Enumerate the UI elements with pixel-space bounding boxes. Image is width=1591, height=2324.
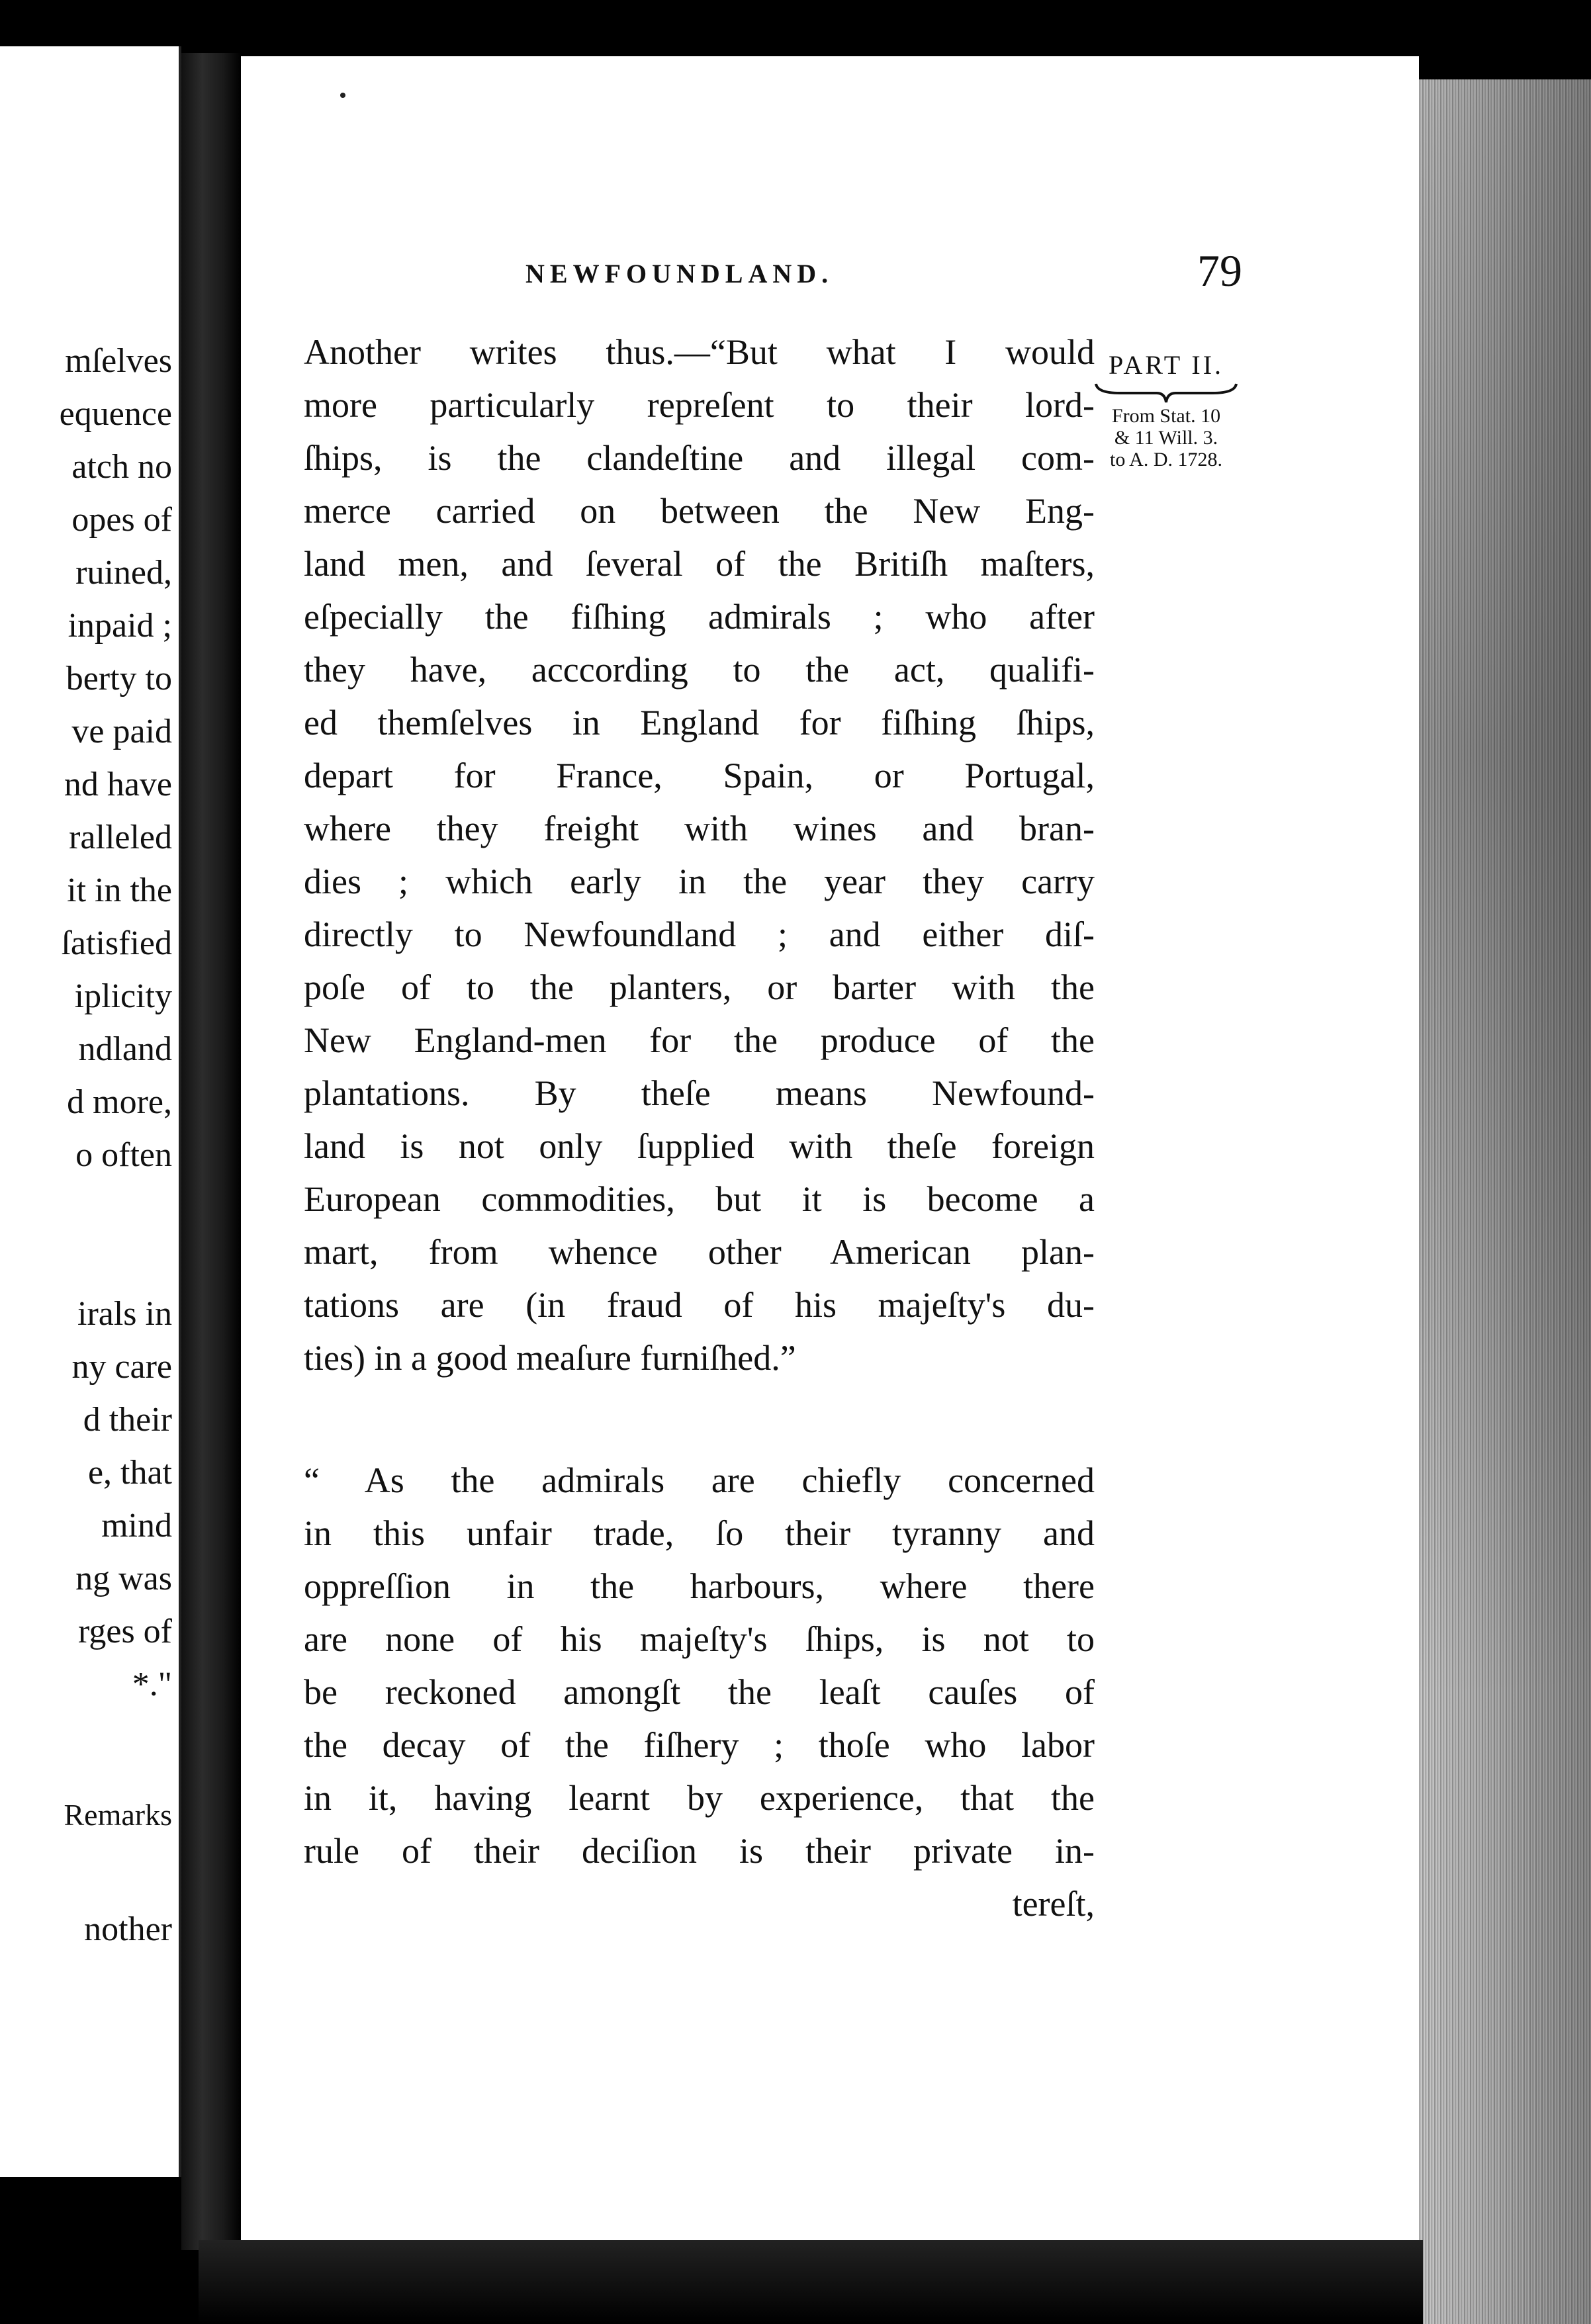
left-fragment-line: rges of (77, 1613, 172, 1650)
left-fragment-line: Remarks (64, 1798, 172, 1832)
left-fragment-line: ve paid (71, 713, 172, 750)
book-gutter (181, 53, 241, 2250)
left-fragment-line: ſatisfied (61, 924, 172, 962)
left-fragment-line: ng was (75, 1560, 172, 1597)
text-line: “ As the admirals are chiefly concerned (304, 1460, 1095, 1500)
left-fragment-line: e, that (87, 1454, 172, 1492)
text-line: ties) in a good meaſure furniſhed.” (304, 1338, 796, 1378)
left-fragment-line: ralleled (69, 819, 172, 856)
text-line: land men, and ſeveral of the Britiſh maſters, (304, 544, 1095, 584)
left-fragment-line: *." (132, 1666, 172, 1703)
bottom-shadow (199, 2240, 1423, 2324)
left-fragment-line: equence (59, 395, 172, 433)
text-line: tations are (in fraud of his majeſty's du- (304, 1285, 1095, 1325)
left-fragment-line: nd have (64, 766, 172, 803)
print-speck (340, 93, 345, 98)
page-edge-texture (1410, 79, 1591, 2324)
left-fragment-line: irals in (77, 1295, 172, 1333)
text-line: Another writes thus.—“But what I would (304, 332, 1095, 372)
text-line: ed themſelves in England for fiſhing ſhips, (304, 703, 1095, 742)
text-line: New England-men for the produce of the (304, 1020, 1095, 1060)
page-number: 79 (1197, 246, 1242, 296)
margin-note-line: From Stat. 10 (1111, 405, 1221, 427)
left-fragment-line: ndland (78, 1030, 172, 1068)
text-line: oppreſſion in the harbours, where there (304, 1566, 1095, 1606)
text-line: where they freight with wines and bran- (304, 809, 1095, 848)
text-line: they have, acccording to the act, qualifi- (304, 650, 1095, 690)
text-line: plantations. By theſe means Newfound- (304, 1073, 1095, 1113)
text-line: rule of their deciſion is their private in- (304, 1831, 1095, 1871)
text-line: dies ; which early in the year they carry (304, 862, 1095, 901)
left-fragment-line: nother (84, 1910, 172, 1948)
margin-note-line: & 11 Will. 3. (1114, 427, 1218, 449)
margin-note-part: PART II. (1108, 350, 1224, 380)
left-fragment-line: berty to (66, 660, 172, 697)
text-line: eſpecially the fiſhing admirals ; who after (304, 597, 1095, 637)
left-fragment-line: iplicity (74, 977, 172, 1015)
left-fragment-line: it in the (67, 871, 172, 909)
previous-page-fragment (0, 46, 181, 2177)
left-fragment-line: d their (83, 1401, 172, 1439)
text-line: ſhips, is the clandeſtine and illegal com- (304, 438, 1095, 478)
left-fragment-line: atch no (71, 448, 172, 486)
text-line: merce carried on between the New Eng- (304, 491, 1095, 531)
left-fragment-line: ny care (71, 1348, 172, 1386)
text-line: European commodities, but it is become a (304, 1179, 1095, 1219)
left-fragment-line: o often (75, 1136, 172, 1174)
text-line: in this unfair trade, ſo their tyranny and (304, 1513, 1095, 1553)
text-line: poſe of to the planters, or barter with the (304, 967, 1095, 1007)
text-line: land is not only ſupplied with theſe foreign (304, 1126, 1095, 1166)
left-fragment-line: inpaid ; (68, 607, 172, 645)
left-fragment-line: d more, (67, 1083, 172, 1121)
book-page (241, 56, 1419, 2240)
curly-brace-icon (1093, 381, 1239, 405)
left-fragment-line: mſelves (65, 342, 172, 380)
margin-note-line: to A. D. 1728. (1109, 449, 1222, 470)
text-line: are none of his majeſty's ſhips, is not to (304, 1619, 1095, 1659)
text-line: directly to Newfoundland ; and either diſ- (304, 915, 1095, 954)
text-line: in it, having learnt by experience, that the (304, 1778, 1095, 1818)
left-fragment-line: mind (101, 1507, 172, 1544)
running-title: NEWFOUNDLAND. (525, 259, 834, 289)
text-line: be reckoned amongſt the leaſt cauſes of (304, 1672, 1095, 1712)
catchword: tereſt, (1012, 1884, 1095, 1924)
margin-note (1067, 351, 1265, 470)
text-line: mart, from whence other American plan- (304, 1232, 1095, 1272)
text-line: depart for France, Spain, or Portugal, (304, 756, 1095, 795)
text-line: more particularly repreſent to their lord- (304, 385, 1095, 425)
left-fragment-line: opes of (71, 501, 172, 539)
left-fragment-line: ruined, (75, 554, 172, 592)
text-line: the decay of the fiſhery ; thoſe who labor (304, 1725, 1095, 1765)
